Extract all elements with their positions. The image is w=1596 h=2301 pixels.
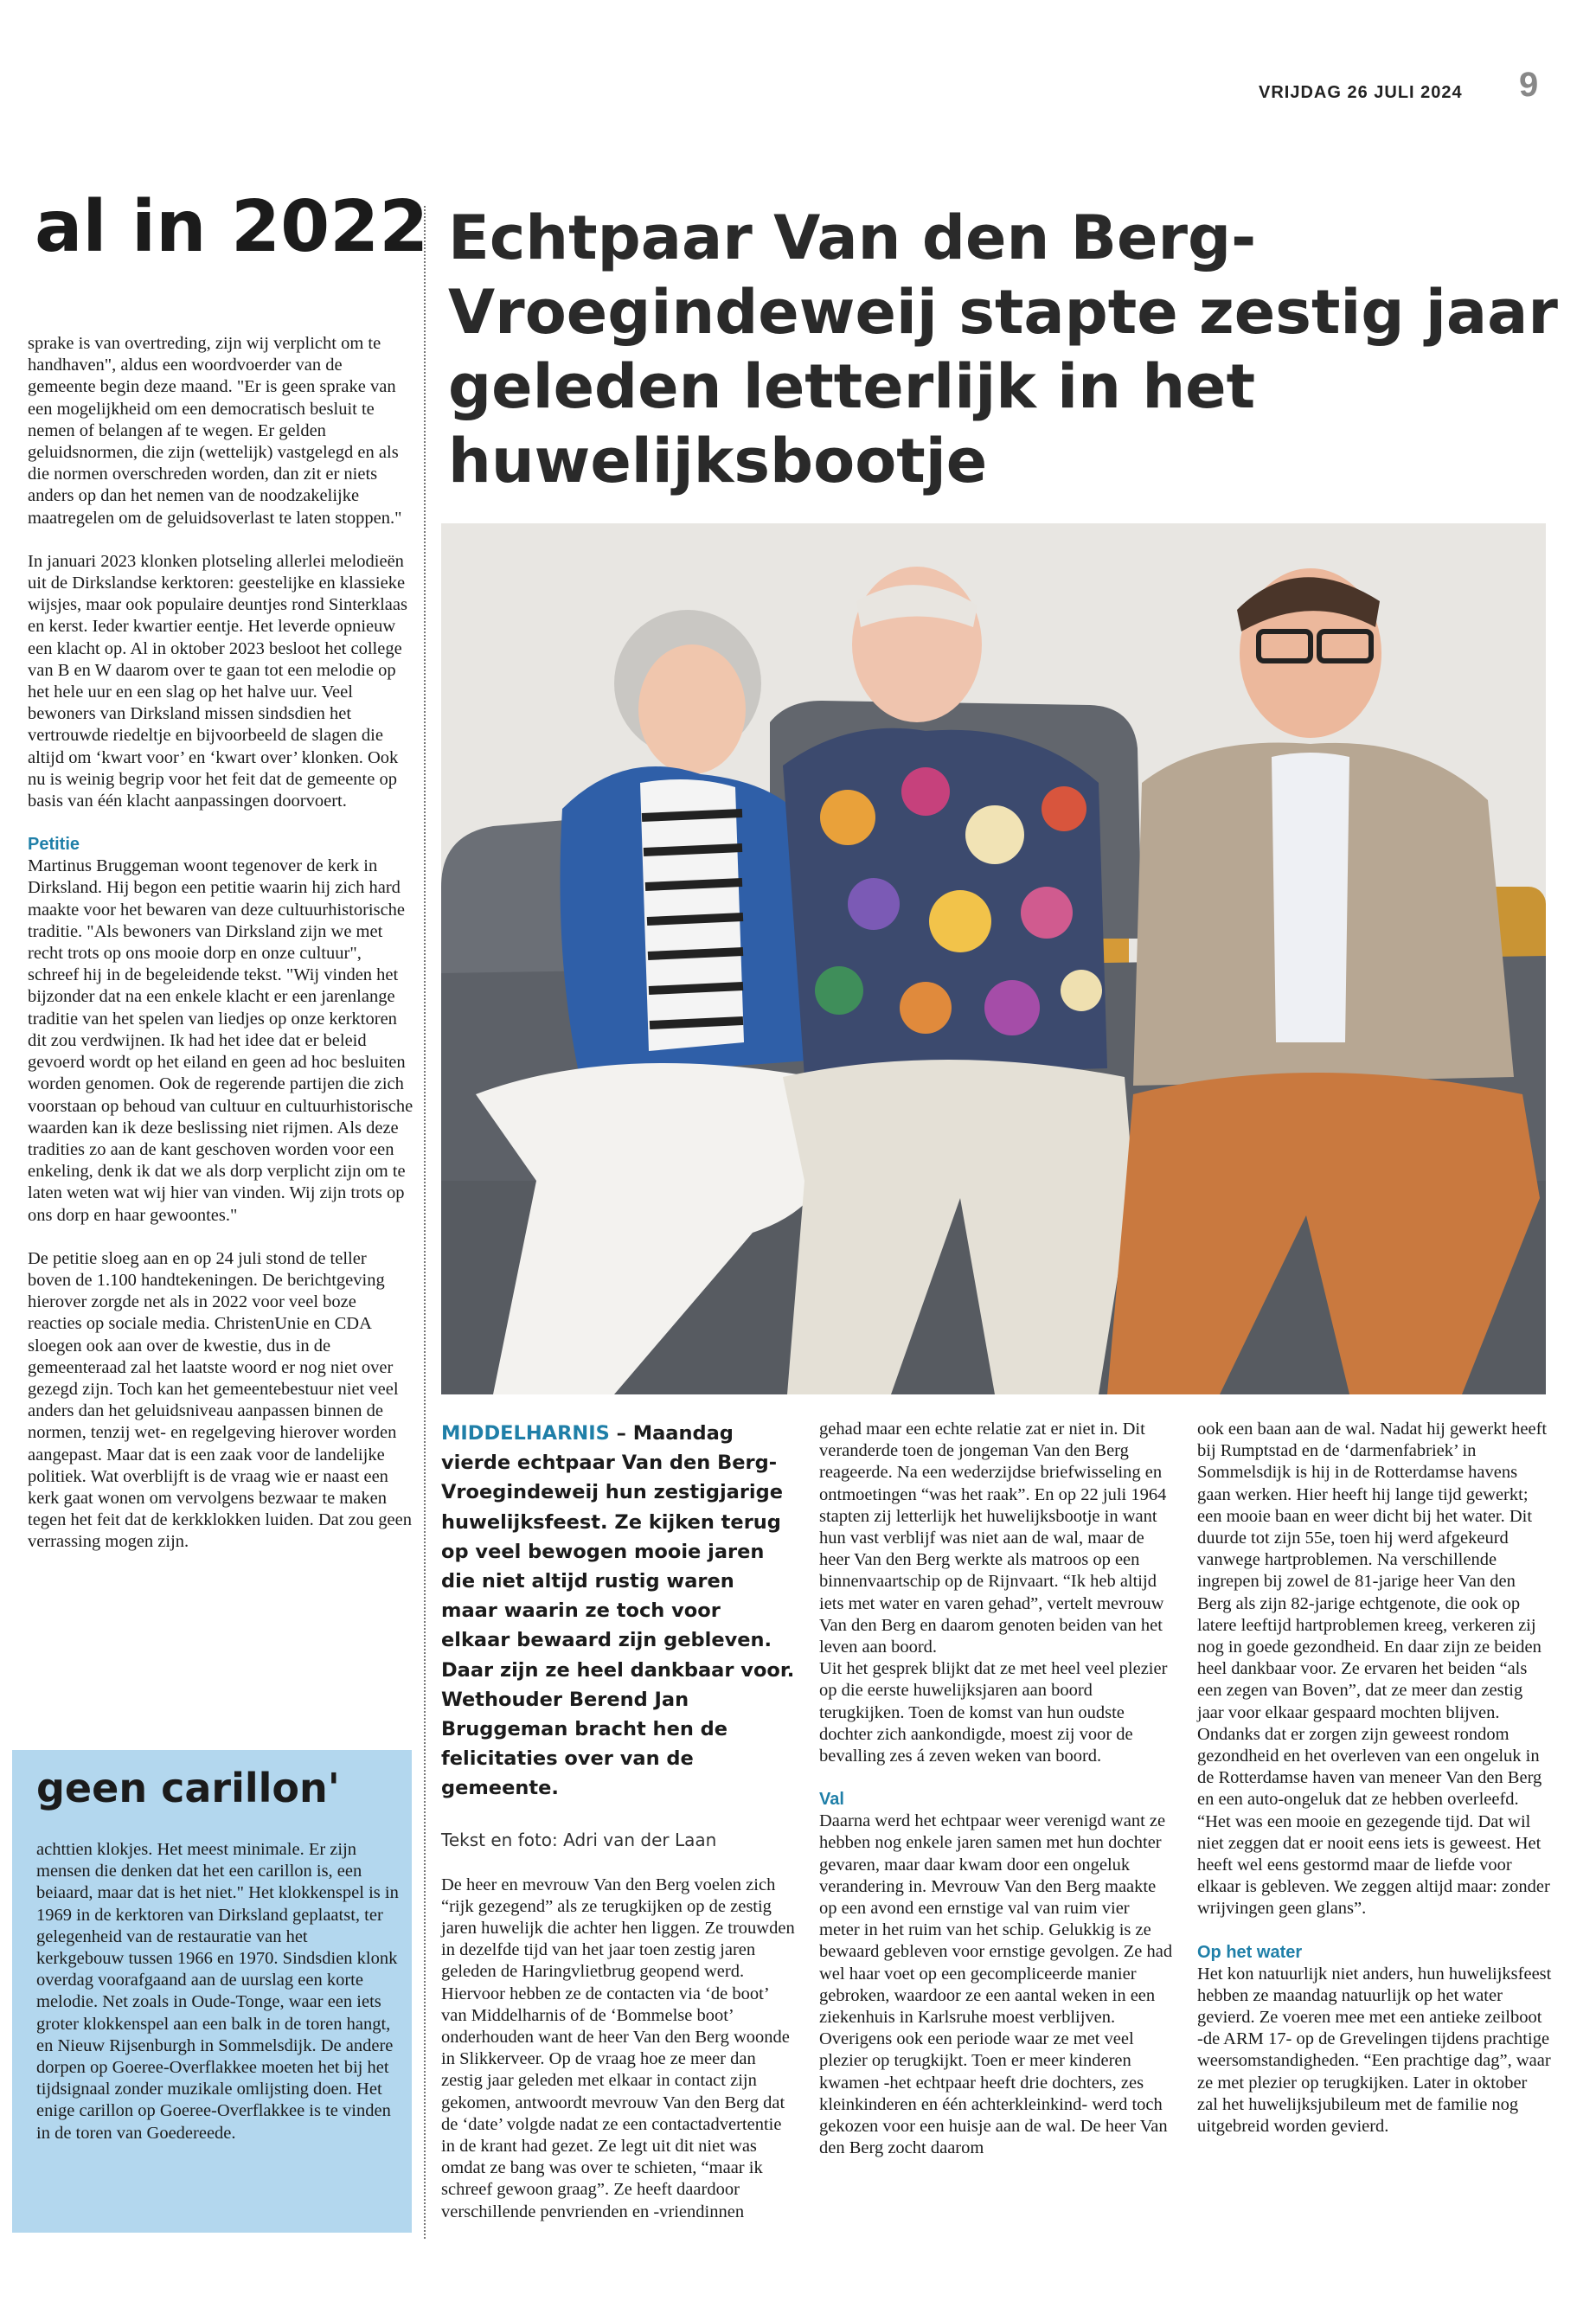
- left-paragraph: Martinus Bruggeman woont tegenover de kerk in Dirksland. Hij begon een petitie waarin hij zich hard maakte voor het bewaren van deze cultuurhistorische traditie. "Als bewoners van Dirksland zijn we met recht trots op ons mooie dorp en onze cultuur", schreef hij in de begeleidende tekst. "Wij vinden het bijzonder dat na een enkele klacht er een jarenlange traditie van het spelen van liedjes op onze kerktoren dit zou verdwijnen. Ik had het idee dat er beleid gevoerd wordt op het eiland en geen ad hoc besluiten worden genomen. Ook de regerende partijen die zich voorstaan op behoud van cultuur en cultuurhistorische waarden kan ik deze beslissing niet rijmen. Als deze tradities zo aan de kant geschoven worden voor een enkeling, denk ik dat we als dorp verplicht zijn om te laten weten wat wij hier van vinden. Wij zijn trots op ons dorp en haar gewoontes.": [28, 856, 413, 1225]
- left-article-body: [28, 333, 413, 1575]
- article-column-1: [441, 1419, 796, 2245]
- subheading-val: Val: [819, 1790, 844, 1810]
- column-divider: [424, 206, 426, 2239]
- article-paragraph: ook een baan aan de wal. Nadat hij gewerkt heeft bij Rumptstad en de ‘darmenfabriek’ in Sommelsdijk is hij in de Rotterdamse havens gaan werken. Hier heeft hij lange tijd gewerkt; een mooie baan en weer dicht bij het water. Dit duurde tot zijn 55e, toen hij werd afgekeurd vanwege hartproblemen. Na verschillende ingrepen bij zowel de 81-jarige heer Van den Berg als zijn 82-jarige echtgenote, die ook op latere leeftijd hartproblemen kreeg, verkeren zij nog in goede gezondheid. En daar zijn ze beiden heel dankbaar voor. Ze ervaren het beiden “als een zegen van Boven”, dat ze meer dan zestig jaar voor elkaar gespaard mochten blijven. Ondanks dat er zorgen zijn geweest rondom gezondheid en het overleven van een ongeluk in de Rotterdamse haven van meneer Van den Berg en een auto-ongeluk dat ze hebben overleefd. “Het was een mooie en gezegende tijd. Dat wil niet zeggen dat er nooit eens iets is geweest. Het heeft wel eens gestormd maar de liefde voor elkaar is gebleven. We zeggen altijd maar: zonder wrijvingen geen glans”.: [1197, 1420, 1550, 1919]
- article-paragraph: Het kon natuurlijk niet anders, hun huwelijksfeest hebben ze maandag natuurlijk op het water gevierd. Ze voeren mee met een antieke zeilboot -de ARM 17- op de Grevelingen tijdens prachtige weersomstandigheden. “Een prachtige dag”, waar ze met plezier op terugkijken. Later in oktober zal het huwelijksjubileum met de familie nog uitgebreid worden gevierd.: [1197, 1964, 1552, 2137]
- article-column-3: [1197, 1419, 1552, 2159]
- photo-illustration: [441, 523, 1546, 1394]
- article-paragraph: Daarna werd het echtpaar weer verenigd want ze hebben nog enkele jaren samen met hun dochter gevaren, maar daar kwam door een ongeluk verandering in. Mevrouw Van den Berg maakte op een avond een ernstige val van ruim vier meter in het ruim van het schip. Gelukkig is ze bewaard gebleven voor ernstige gevolgen. Ze had wel haar voet op een gecompliceerde manier gebroken, waardoor ze een aantal weken in een ziekenhuis in Karlsruhe moest verblijven. Overigens ook een periode waar ze met veel plezier op terugkijkt. Toen er meer kinderen kwamen -het echtpaar heeft drie dochters, zes kleinkinderen en één achterkleinkind- werd toch gekozen voor een huisje aan de wal. De heer Van den Berg zocht daarom: [819, 1811, 1173, 2158]
- lede: [441, 1419, 796, 1804]
- lede-place: MIDDELHARNIS: [441, 1422, 610, 1445]
- photo-credit: Tekst en foto: Adri van der Laan: [441, 1829, 717, 1850]
- subheading-op-het-water: Op het water: [1197, 1942, 1303, 1962]
- left-paragraph: De petitie sloeg aan en op 24 juli stond de teller boven de 1.100 handtekeningen. De berichtgeving hierover zorgde net als in 2022 voor veel boze reacties op sociale media. ChristenUnie en CDA sloegen ook aan over de kwestie, dus in de gemeenteraad zal het laatste woord er nog niet over gezegd zijn. Toch kan het gemeentebestuur niet veel anders dan het geluidsniveau aanpassen binnen de normen, tenzij wet- en regelgeving hierover worden aangepast. Maar dat is een zaak voor de landelijke politiek. Wat overblijft is de vraag wie er naast een kerk gaat wonen om vervolgens bezwaar te maken tegen het feit dat de kerkklokken luiden. Dat zou geen verrassing mogen zijn.: [28, 1248, 413, 1552]
- sidebar-box-heading: geen carillon': [36, 1765, 340, 1811]
- main-headline: Echtpaar Van den Berg-Vroegindeweij stapte zestig jaar geleden letterlijk in het huwelijksbootje: [448, 202, 1558, 497]
- article-column-2: [819, 1419, 1174, 2182]
- left-paragraph: sprake is van overtreding, zijn wij verplicht om te handhaven", aldus een woordvoerder van de gemeente begin deze maand. "Er is geen sprake van een mogelijkheid om een democratisch besluit te nemen of belangen af te wegen. Er gelden geluidsnormen, die zijn (wettelijk) vastgelegd en als die normen overschreden worden, dan zit er niets anders op dan het nemen van de noodzakelijke maatregelen om de geluidsoverlast te laten stoppen.": [28, 334, 402, 528]
- left-paragraph: In januari 2023 klonken plotseling allerlei melodieën uit de Dirkslandse kerktoren: geestelijke en klassieke wijsjes, maar ook populaire deuntjes rond Sinterklaas en kerst. Ieder kwartier eentje. Het leverde opnieuw een klacht op. Al in oktober 2023 besloot het college van B en W daarom over te gaan tot een melodie op het hele uur en een slag op het halve uur. Veel bewoners van Dirksland missen sindsdien het vertrouwde riedeltje en bijvoorbeeld de slagen die altijd om ‘kwart voor’ en ‘kwart over’ klonken. Ook nu is weinig begrip voor het feit dat de gemeente op basis van één klacht aanpassingen doorvoert.: [28, 551, 407, 811]
- page-number: 9: [1519, 66, 1539, 104]
- left-subheading-petitie: Petitie: [28, 835, 80, 855]
- left-article-heading: al in 2022: [35, 186, 429, 268]
- article-photo: [441, 523, 1546, 1394]
- sidebar-box-text: achttien klokjes. Het meest minimale. Er zijn mensen die denken dat het een carillon is, een beiaard, maar dat is het niet." Het klokkenspel is in 1969 in de kerktoren van Dirksland geplaatst, ter gelegenheid van de restauratie van het kerkgebouw tussen 1966 en 1970. Sindsdien klonk overdag voorafgaand aan de uurslag een korte melodie. Net zoals in Oude-Tonge, waar een iets groter klokkenspel aan een balk in de toren hangt, en Nieuw Rijsenburgh in Sommelsdijk. De andere dorpen op Goeree-Overflakkee moeten het bij het tijdsignaal zonder muzikale omlijsting doen. Het enige carillon op Goeree-Overflakkee is te vinden in de toren van Goedereede.: [36, 1840, 399, 2143]
- article-paragraph: Uit het gesprek blijkt dat ze met heel veel plezier op die eerste huwelijksjaren aan boord terugkijken. Toen de komst van hun oudste dochter zich aankondigde, moest zij voor de bevalling zes á zeven weken van boord.: [819, 1659, 1168, 1766]
- article-paragraph: gehad maar een echte relatie zat er niet in. Dit veranderde toen de jongeman Van den Berg reageerde. Na een wederzijdse briefwisseling en ontmoetingen “was het raak”. En op 22 juli 1964 stapten zij letterlijk het huwelijksbootje in want hun vast verblijf was niet aan de wal, maar de heer Van den Berg werkte als matroos op een binnenvaartschip op de Rijnvaart. “Ik heb altijd iets met water en varen gehad”, vertelt mevrouw Van den Berg en daarom genoten beiden van het leven aan boord.: [819, 1420, 1167, 1657]
- header-date: VRIJDAG 26 JULI 2024: [1259, 83, 1463, 102]
- article-paragraph: De heer en mevrouw Van den Berg voelen zich “rijk gezegend” als ze terugkijken op de zestig jaren huwelijk die achter hen liggen. Ze trouwden in dezelfde tijd van het jaar toen zestig jaren geleden de Haringvlietbrug geopend werd. Hiervoor hebben ze de contacten via ‘de boot’ van Middelharnis of de ‘Bommelse boot’ onderhouden want de heer Van den Berg woonde in Slikkerveer. Op de vraag hoe ze meer dan zestig jaar geleden met elkaar in contact zijn gekomen, antwoordt mevrouw Van den Berg dat de ‘date’ volgde nadat ze een contactadvertentie in de krant had gezet. Ze legt uit dit niet was omdat ze bang was over te schieten, “maar ik schreef gewoon graag”. Ze heeft daardoor verschillende penvrienden en -vriendinnen: [441, 1875, 795, 2221]
- lede-text: – Maandag vierde echtpaar Van den Berg-Vroegindeweij hun zestigjarige huwelijksfeest. Ze kijken terug op veel bewogen mooie jaren die niet altijd rustig waren maar waarin ze toch voor elkaar bewaard zijn gebleven. Daar zijn ze heel dankbaar voor. Wethouder Berend Jan Bruggeman bracht hen de felicitaties over van de gemeente.: [441, 1422, 795, 1800]
